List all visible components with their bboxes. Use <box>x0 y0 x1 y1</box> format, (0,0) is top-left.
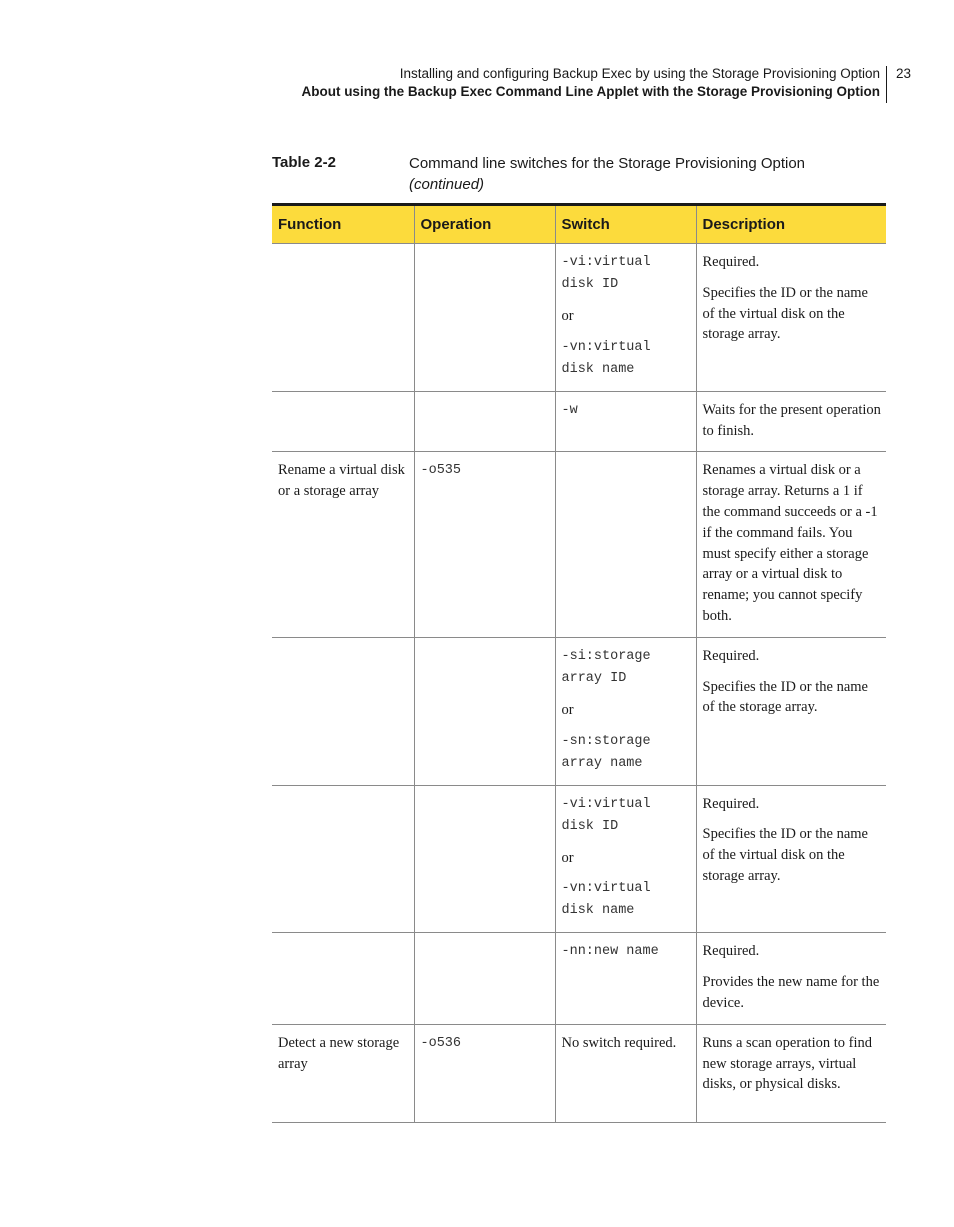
switch-value: -nn:new name <box>561 944 659 960</box>
switch-value: -vi:virtual disk ID <box>561 255 651 292</box>
running-head <box>301 65 880 101</box>
table-caption-title: Command line switches for the Storage Provisioning Option <box>409 155 806 172</box>
switch-value: -si:storage array ID <box>561 648 651 686</box>
table-row <box>272 637 886 785</box>
function-cell <box>272 637 414 785</box>
description-text: Specifies the ID or the name of the virtual disk on the storage array. <box>702 284 868 343</box>
operation-cell: -o536 <box>414 1024 555 1122</box>
description-text: Required. <box>702 647 760 664</box>
table-header-row <box>272 205 886 244</box>
switch-or: or <box>561 849 574 866</box>
switch-value: -vn:virtual disk name <box>561 881 651 919</box>
table-row <box>272 452 886 637</box>
switch-cell: No switch required. <box>555 1024 696 1122</box>
chapter-title: Installing and configuring Backup Exec by using the Storage Provisioning Option <box>399 66 880 81</box>
column-header-operation: Operation <box>414 205 555 244</box>
operation-cell <box>414 933 555 1024</box>
description-text: Required. <box>702 943 760 960</box>
function-cell: Detect a new storage array <box>272 1024 414 1122</box>
table-row <box>272 933 886 1024</box>
description-cell <box>696 1024 886 1122</box>
column-header-switch: Switch <box>555 205 696 244</box>
description-text: Specifies the ID or the name of the storage array. <box>702 678 868 716</box>
switch-cell <box>555 244 696 392</box>
table-caption <box>409 153 879 195</box>
description-cell <box>696 391 886 452</box>
table-row <box>272 785 886 933</box>
description-text: Provides the new name for the device. <box>702 974 880 1011</box>
description-cell <box>696 637 886 785</box>
switch-value: -vn:virtual disk name <box>561 339 651 377</box>
switch-or: or <box>561 308 574 324</box>
switch-or: or <box>561 701 574 718</box>
switch-value: -w <box>561 402 578 418</box>
function-cell <box>272 933 414 1024</box>
operation-cell <box>414 391 555 452</box>
section-title: About using the Backup Exec Command Line Applet with the Storage Provisioning Option <box>301 84 880 99</box>
table-row <box>272 391 886 452</box>
switch-cell <box>555 933 696 1024</box>
description-text: Renames a virtual disk or a storage array. Returns a 1 if the command succeeds or a -1 if the command fails. You must specify either a storage array or a virtual disk to rename; you cannot specify both. <box>702 462 878 624</box>
description-text: Runs a scan operation to find new storage arrays, virtual disks, or physical disks. <box>702 1034 873 1093</box>
function-cell <box>272 391 414 452</box>
column-header-description: Description <box>696 205 886 244</box>
switch-cell <box>555 391 696 452</box>
description-text: Required. <box>702 254 760 270</box>
switch-value: -sn:storage array name <box>561 733 651 771</box>
description-cell <box>696 452 886 637</box>
table-row <box>272 1024 886 1122</box>
description-text: Required. <box>702 795 760 812</box>
table-row <box>272 244 886 392</box>
function-cell <box>272 244 414 392</box>
description-cell <box>696 785 886 933</box>
description-cell <box>696 933 886 1024</box>
description-text: Waits for the present operation to finish. <box>702 401 881 439</box>
switch-value: -vi:virtual disk ID <box>561 796 651 834</box>
function-cell: Rename a virtual disk or a storage array <box>272 452 414 637</box>
operation-cell: -o535 <box>414 452 555 637</box>
operation-cell <box>414 785 555 933</box>
function-cell <box>272 785 414 933</box>
table-caption-continued: (continued) <box>409 176 485 193</box>
page-number: 23 <box>896 66 912 81</box>
operation-cell <box>414 637 555 785</box>
switches-table <box>272 203 886 1123</box>
description-text: Specifies the ID or the name of the virtual disk on the storage array. <box>702 826 868 884</box>
switch-cell <box>555 452 696 637</box>
table-caption-label: Table 2-2 <box>272 154 336 171</box>
switch-cell <box>555 637 696 785</box>
description-cell <box>696 244 886 392</box>
column-header-function: Function <box>272 205 414 244</box>
switch-cell <box>555 785 696 933</box>
operation-cell <box>414 244 555 392</box>
header-divider <box>886 66 887 103</box>
